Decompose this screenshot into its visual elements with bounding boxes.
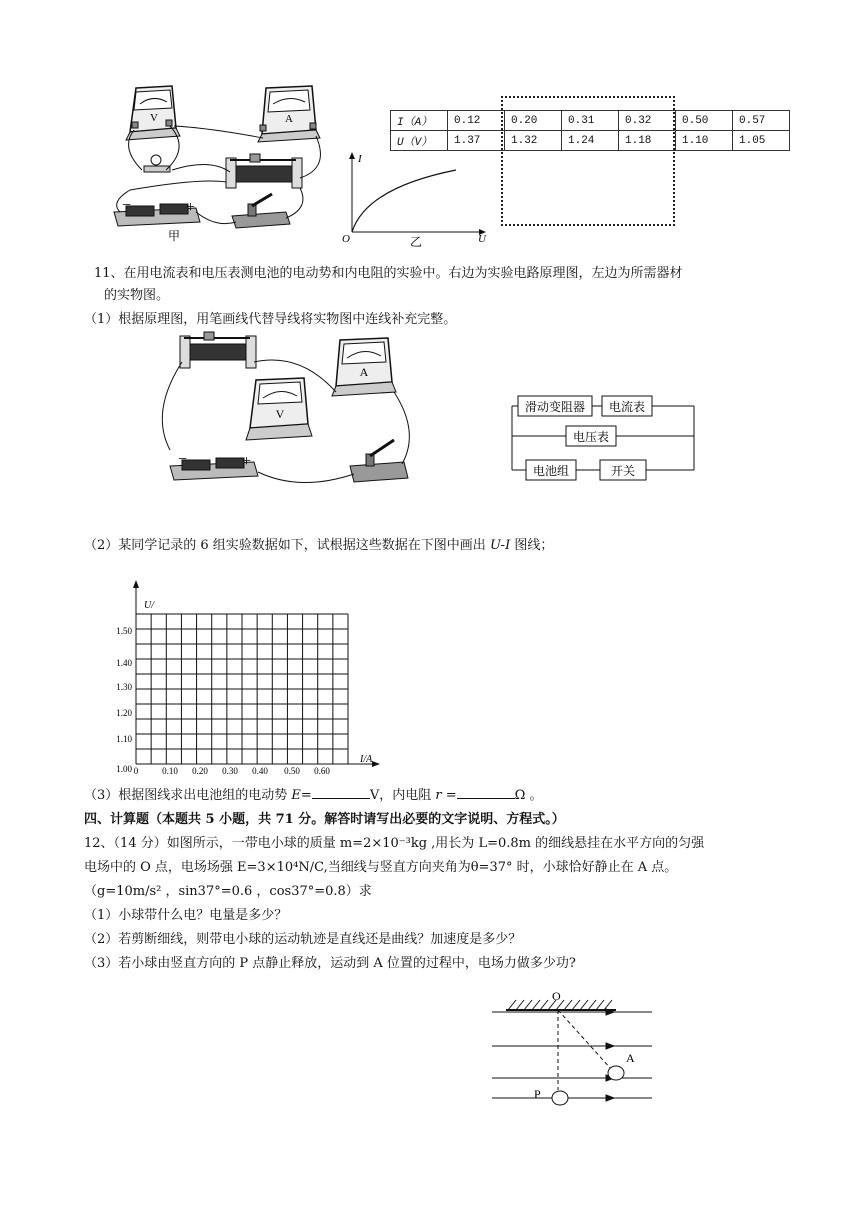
- x-tick-label: 0.40: [252, 766, 268, 776]
- q12-sub1: （1）小球带什么电？电量是多少？: [84, 908, 288, 923]
- graph-x-axis-label: I/A: [360, 754, 373, 765]
- switch-icon: [350, 440, 408, 482]
- rheostat-icon: [180, 332, 256, 368]
- q11-part2-text-a: （2）某同学记录的 6 组实验数据如下，试根据这些数据在下图中画出: [84, 538, 490, 553]
- label-O: O: [552, 989, 561, 1003]
- table-row-head: I（A）: [391, 111, 448, 131]
- voltmeter-label: V: [150, 112, 158, 124]
- q12-line2: 电场中的 O 点，电场场强 E=3×10⁴N/C,当细线与竖直方向夹角为θ=37° 时，小球恰好静止在 A 点。: [84, 860, 678, 875]
- schematic-switch-label: 开关: [610, 464, 636, 478]
- figure-label-yi: 乙: [410, 235, 423, 249]
- q12-line3: （g=10m/s² ，sin37°=0.6 ，cos37°=0.8）求: [84, 884, 372, 899]
- q11-part1: （1）根据原理图，用笔画线代替导线将实物图中连线补充完整。: [84, 312, 457, 327]
- rheostat-icon: [226, 154, 302, 188]
- table-cell: 0.20: [505, 111, 562, 131]
- y-tick-label: 1.50: [116, 626, 132, 636]
- ammeter-label: A: [285, 113, 293, 125]
- ball-P: [552, 1091, 568, 1105]
- q11-part2: [84, 536, 553, 556]
- curve-i-u: [352, 170, 456, 232]
- apparatus-figure-q11: [150, 332, 420, 494]
- q11-part3: [84, 784, 543, 806]
- q11-part2-text-b: 图线；: [510, 538, 554, 553]
- apparatus-figure-jia: [100, 78, 350, 243]
- table-cell: 0.57: [733, 111, 790, 131]
- schematic-voltmeter-label: 电压表: [572, 430, 610, 444]
- q12-line1: 12、（14 分）如图所示，一带电小球的质量 m=2×10⁻³kg ,用长为 L=0.8m 的细线悬挂在水平方向的匀强: [84, 836, 705, 851]
- y-tick-label: 1.30: [116, 682, 132, 692]
- switch-icon: [232, 194, 290, 228]
- q11-part3-E: E: [291, 788, 301, 803]
- label-P: P: [534, 1087, 541, 1101]
- table-row-head: U（V）: [391, 131, 448, 151]
- thread-dashed-line: [558, 1010, 612, 1070]
- pendulum-figure: [486, 986, 662, 1110]
- label-A: A: [626, 1051, 635, 1065]
- schematic-rheostat-label: 滑动变阻器: [524, 400, 586, 414]
- graph-y-axis-label: U/: [144, 600, 154, 611]
- schematic-battery-label: 电池组: [532, 464, 570, 478]
- table-cell: 1.10: [676, 131, 733, 151]
- graph-yi-origin: O: [342, 233, 350, 245]
- ball-A: [608, 1066, 624, 1080]
- q11-part3-r: r: [435, 788, 442, 803]
- q12-sub3: （3）若小球由竖直方向的 P 点静止释放，运动到 A 位置的过程中，电场力做多少功?: [84, 956, 576, 971]
- figure-label-jia: 甲: [167, 229, 181, 243]
- x-axis-arrow-icon: [372, 761, 380, 767]
- q11-part3-text-c: V，内电阻: [369, 788, 436, 803]
- y-tick-label: 1.20: [116, 708, 132, 718]
- q11-part2-em: U-I: [489, 538, 511, 553]
- table-cell: 1.32: [505, 131, 562, 151]
- table-cell: 1.18: [619, 131, 676, 151]
- table-cell: 0.31: [562, 111, 619, 131]
- battery-minus-sign: −: [178, 451, 188, 468]
- graph-yi-x-label: U: [478, 233, 486, 245]
- dotted-highlight-box: [501, 96, 675, 226]
- q11-part3-text-e: Ω 。: [514, 788, 543, 803]
- emf-answer-blank[interactable]: [312, 784, 370, 799]
- q11-part3-text-b: =: [300, 788, 312, 803]
- table-cell: 1.37: [448, 131, 505, 151]
- x-tick-label: 0.20: [192, 766, 208, 776]
- y-tick-label: 1.10: [116, 734, 132, 744]
- grid: [136, 614, 348, 764]
- y-axis-arrow-icon: [133, 580, 139, 588]
- x-tick-label: 0.30: [222, 766, 238, 776]
- table-cell: 0.12: [448, 111, 505, 131]
- table-cell: 1.24: [562, 131, 619, 151]
- y-tick-label: 1.40: [116, 658, 132, 668]
- voltmeter-label: V: [275, 407, 285, 421]
- battery-plus-sign: +: [242, 453, 252, 470]
- graph-yi: [338, 148, 490, 249]
- section4-heading: 四、计算题（本题共 5 小题，共 71 分。解答时请写出必要的文字说明、方程式。）: [84, 812, 565, 827]
- x-tick-label: 0.50: [284, 766, 300, 776]
- battery-plus-sign: +: [186, 199, 196, 216]
- table-cell: 1.05: [733, 131, 790, 151]
- y-tick-label: 1.00: [116, 764, 132, 774]
- q12-sub2: （2）若剪断细线，则带电小球的运动轨迹是直线还是曲线？加速度是多少？: [84, 932, 522, 947]
- schematic-ammeter-label: 电流表: [608, 400, 646, 414]
- q11-part3-text-d: =: [441, 788, 457, 803]
- ui-grid-graph: [112, 578, 392, 776]
- x-tick-label: 0.60: [314, 766, 330, 776]
- x-tick-label: 0.10: [162, 766, 178, 776]
- circuit-schematic: [508, 392, 698, 484]
- q11-line2: 的实物图。: [104, 288, 170, 303]
- resistance-answer-blank[interactable]: [457, 784, 515, 799]
- table-cell: 0.50: [676, 111, 733, 131]
- battery-minus-sign: −: [122, 197, 132, 214]
- x-tick-label: 0: [133, 766, 139, 776]
- q11-part3-text-a: （3）根据图线求出电池组的电动势: [84, 788, 292, 803]
- ammeter-label: A: [359, 365, 369, 379]
- graph-yi-y-label: I: [358, 153, 362, 165]
- table-cell: 0.32: [619, 111, 676, 131]
- q11-line1: 11、在用电流表和电压表测电池的电动势和内电阻的实验中。右边为实验电路原理图，左边为所需器材: [94, 266, 683, 281]
